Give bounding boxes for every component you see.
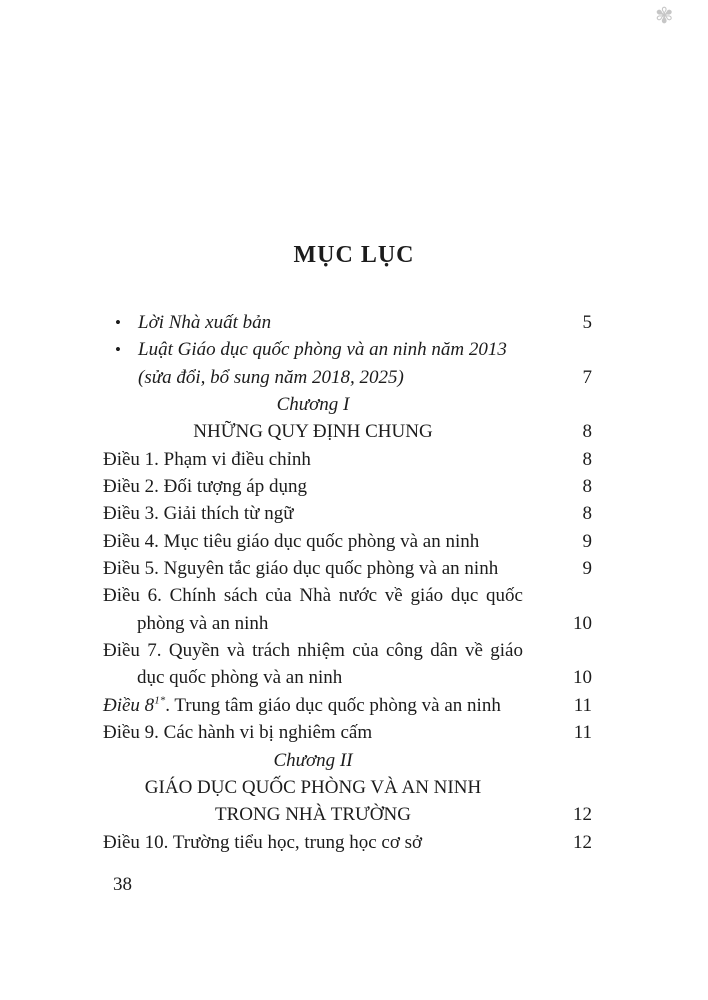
toc-page-number: 12	[573, 831, 592, 853]
chapter-label	[103, 391, 592, 418]
toc-entry-label: . Trung tâm giáo dục quốc phòng và an ninh	[165, 694, 501, 716]
toc-entry-label: Điều 10. Trường tiểu học, trung học cơ sở	[103, 831, 423, 853]
toc-page-number: 12	[573, 804, 592, 826]
toc-page-number: 10	[573, 667, 592, 689]
toc-entry-label: (sửa đổi, bổ sung năm 2018, 2025)	[138, 366, 404, 388]
toc-page-number: 10	[573, 612, 592, 634]
toc-page-number: 5	[582, 312, 592, 333]
toc-entry-label: Điều 7. Quyền và trách nhiệm của công dân về giáo	[103, 640, 523, 662]
chapter-label	[103, 747, 592, 774]
toc-page-number: 9	[582, 558, 592, 580]
toc-entry	[103, 528, 592, 555]
bullet-icon: •	[115, 340, 121, 360]
toc-entry	[103, 692, 592, 719]
toc-entry	[103, 500, 592, 527]
toc-entry-label: phòng và an ninh	[137, 612, 269, 634]
toc-entry	[103, 555, 592, 582]
toc-entry-continuation	[103, 610, 592, 637]
toc-list	[103, 309, 592, 856]
toc-page-number: 11	[573, 694, 592, 716]
page-number: 38	[113, 874, 132, 895]
toc-page-number: 11	[573, 722, 592, 744]
chapter-title	[103, 801, 592, 828]
toc-page-number: 7	[582, 366, 592, 388]
toc-entry-label: Điều 6. Chính sách của Nhà nước về giáo dục quốc	[103, 585, 523, 607]
toc-entry	[103, 582, 592, 609]
toc-entry-label: dục quốc phòng và an ninh	[137, 667, 343, 689]
toc-page-number: 8	[582, 421, 592, 443]
toc-entry	[103, 473, 592, 500]
chapter-title-text: NHỮNG QUY ĐỊNH CHUNG	[193, 421, 433, 443]
footnote-marker: 1*	[154, 694, 166, 707]
toc-entry-label: Điều 3. Giải thích từ ngữ	[103, 503, 294, 525]
toc-entry-label: Điều 5. Nguyên tắc giáo dục quốc phòng và an ninh	[103, 558, 499, 580]
toc-entry	[103, 336, 592, 363]
chapter-title-text: TRONG NHÀ TRƯỜNG	[215, 804, 411, 826]
toc-page-number: 9	[582, 530, 592, 552]
toc-entry-label: Lời Nhà xuất bản	[138, 312, 272, 333]
chapter-label-text: Chương I	[276, 394, 350, 416]
toc-page-number: 8	[582, 503, 592, 525]
chapter-title-text: GIÁO DỤC QUỐC PHÒNG VÀ AN NINH	[144, 776, 482, 798]
toc-entry	[103, 719, 592, 746]
bullet-icon: •	[115, 313, 121, 332]
toc-entry-label: Điều 4. Mục tiêu giáo dục quốc phòng và an ninh	[103, 530, 480, 552]
toc-entry-lead: Điều 8	[103, 694, 155, 716]
toc-entry	[103, 829, 592, 856]
toc-entry-continuation	[103, 664, 592, 691]
toc-entry	[103, 446, 592, 473]
chapter-title	[103, 774, 592, 801]
toc-page-number: 8	[582, 476, 592, 498]
chapter-title	[103, 418, 592, 445]
toc-entry-continuation	[103, 364, 592, 391]
toc-entry-label: Điều 1. Phạm vi điều chỉnh	[103, 448, 311, 470]
toc-entry	[103, 637, 592, 664]
flower-ornament-icon: ✾	[655, 3, 674, 28]
toc-page-number: 8	[582, 448, 592, 470]
chapter-label-text: Chương II	[273, 749, 353, 771]
toc-entry-label: Điều 9. Các hành vi bị nghiêm cấm	[103, 722, 373, 744]
toc-title: MỤC LỤC	[293, 242, 415, 268]
toc-entry-label: Điều 2. Đối tượng áp dụng	[103, 476, 307, 498]
toc-entry	[103, 309, 592, 336]
toc-entry-label: Luật Giáo dục quốc phòng và an ninh năm 2013	[138, 339, 507, 361]
